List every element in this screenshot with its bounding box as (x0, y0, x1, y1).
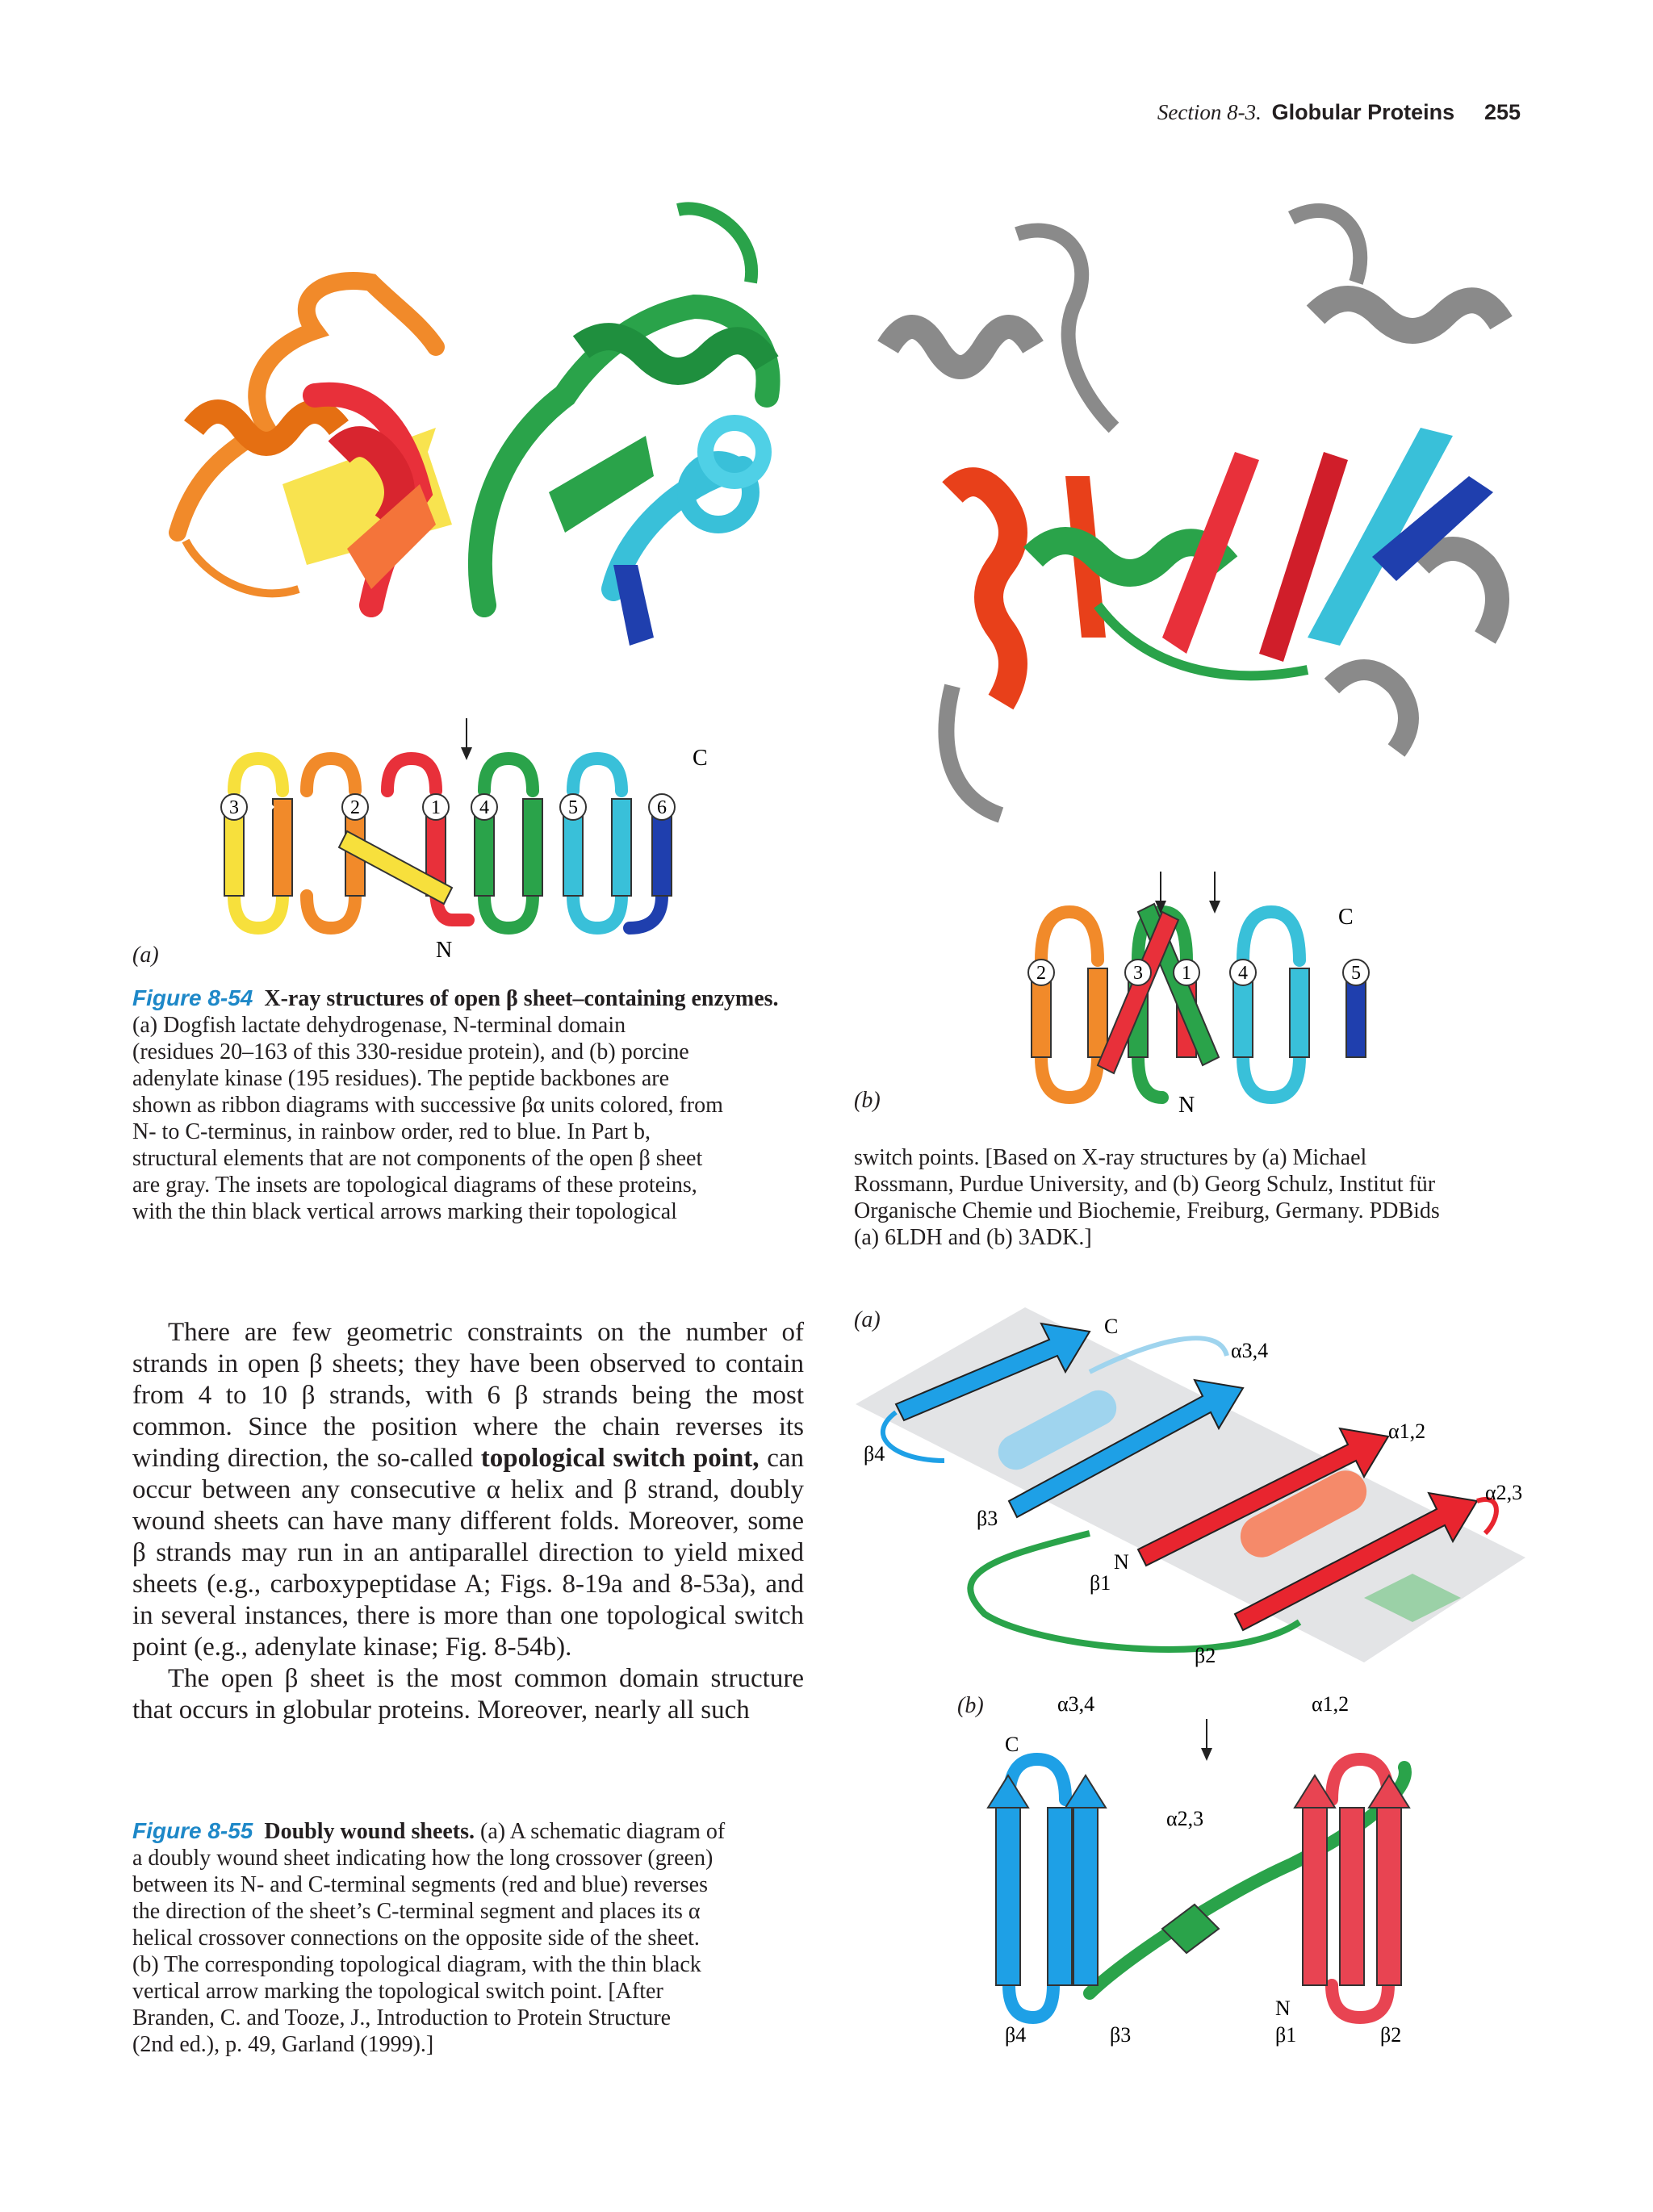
caption-line: between its N- and C-terminal segments (red and blue) reverses (132, 1872, 708, 1897)
strand-label: 5 (1351, 963, 1361, 984)
label-beta2: β2 (1195, 1644, 1216, 1667)
strand-label: 1 (1182, 963, 1191, 984)
caption-line: (a) 6LDH and (b) 3ADK.] (854, 1225, 1092, 1250)
caption-line: switch points. [Based on X-ray structures by (a) Michael (854, 1145, 1367, 1170)
strand-label: 2 (350, 797, 360, 818)
body-text (132, 1317, 804, 1726)
paragraph (132, 1317, 804, 1663)
ribbon-diagram-b (856, 186, 1534, 855)
topology-inset-b (1017, 872, 1388, 1122)
caption-line: N- to C-terminus, in rainbow order, red to blue. In Part b, (132, 1119, 651, 1144)
strand-label: 5 (568, 797, 578, 818)
label-beta4: β4 (1005, 2023, 1027, 2047)
caption-line: Branden, C. and Tooze, J., Introduction to Protein Structure (132, 2005, 672, 2030)
paragraph: The open β sheet is the most common domain structure that occurs in globular proteins. Moreover, nearly all such (132, 1664, 804, 1725)
label-beta1: β1 (1090, 1571, 1111, 1595)
caption-line: (b) The corresponding topological diagram, with the thin black (132, 1952, 701, 1977)
caption-line: helical crossover connections on the opposite side of the sheet. (132, 1926, 700, 1951)
label-alpha12: α1,2 (1312, 1692, 1350, 1716)
strand-label: 3 (1133, 963, 1143, 984)
caption-line: with the thin black vertical arrows marking their topological (132, 1199, 677, 1224)
label-N: N (1114, 1550, 1129, 1574)
label-beta3: β3 (977, 1507, 998, 1530)
running-header (1157, 100, 1521, 125)
ribbon-diagram-a (129, 186, 823, 734)
strand-label: 4 (479, 797, 489, 818)
label-alpha23: α2,3 (1485, 1481, 1523, 1504)
label-alpha23: α2,3 (1166, 1807, 1204, 1830)
caption-line: the direction of the sheet’s C-terminal segment and places its α (132, 1899, 701, 1924)
label-beta2: β2 (1380, 2023, 1402, 2047)
doubly-wound-sheet-topology (952, 1687, 1501, 2050)
fig54-panel-b-label: (b) (854, 1088, 881, 1113)
para1-end: can occur between any consecutive α helix and β strand, doubly wound sheets can have many different folds. Moreover, some β strands may run in an antiparallel direction to yield mixed sheets (e.g., carboxypeptidase A; Figs. 8-19a and 8-53a), and in several instances, there is more than one topological switch point (e.g., adenylate kinase; Fig. 8-54b). (132, 1444, 804, 1662)
label-beta1: β1 (1275, 2023, 1297, 2047)
caption-line: adenylate kinase (195 residues). The peptide backbones are (132, 1066, 669, 1091)
caption-line: vertical arrow marking the topological switch point. [After (132, 1979, 663, 2004)
caption-line: a doubly wound sheet indicating how the long crossover (green) (132, 1846, 714, 1871)
caption-line: Organische Chemie und Biochemie, Freiburg, Germany. PDBids (854, 1198, 1440, 1223)
caption-line: (a) A schematic diagram of (480, 1819, 726, 1844)
fig55-panel-b-label: (b) (957, 1693, 984, 1718)
fig55-title: Doubly wound sheets. (264, 1819, 475, 1844)
label-alpha12: α1,2 (1388, 1420, 1426, 1443)
strand-label: 4 (1238, 963, 1248, 984)
fig55-caption (132, 1817, 804, 2058)
caption-line: are gray. The insets are topological diagrams of these proteins, (132, 1173, 697, 1198)
fig54-caption-cont (854, 1144, 1532, 1251)
label-alpha34: α3,4 (1057, 1692, 1095, 1716)
section-title: Globular Proteins (1271, 100, 1455, 124)
label-beta3: β3 (1110, 2023, 1132, 2047)
label-C: C (1005, 1733, 1019, 1756)
caption-line: (a) Dogfish lactate dehydrogenase, N-terminal domain (132, 1013, 626, 1038)
topology-inset-a (210, 718, 726, 960)
caption-line: shown as ribbon diagrams with successive βα units colored, from (132, 1093, 723, 1118)
n-terminus-label: N (1178, 1093, 1195, 1118)
caption-line: Rossmann, Purdue University, and (b) Georg Schulz, Institut für (854, 1172, 1436, 1197)
fig54-title: X-ray structures of open β sheet–containing enzymes. (264, 986, 779, 1011)
fig54-label: Figure 8-54 (132, 985, 253, 1010)
strand-label: 2 (1036, 963, 1046, 984)
para1-start: There are few geometric constraints on the number of strands in open β sheets; they have been observed to contain from 4 to 10 β strands, with 6 β strands being the most common. Since the position where the chain reverses its winding direction, the so-called (132, 1318, 804, 1473)
label-beta4: β4 (864, 1442, 885, 1466)
page-number: 255 (1484, 100, 1521, 124)
doubly-wound-sheet-schematic (847, 1291, 1534, 1687)
c-terminus-label: C (693, 746, 708, 771)
label-alpha34: α3,4 (1231, 1339, 1269, 1362)
caption-line: structural elements that are not components of the open β sheet (132, 1146, 703, 1171)
fig55-label: Figure 8-55 (132, 1818, 253, 1843)
c-terminus-label: C (1338, 905, 1354, 930)
fig54-panel-a-label: (a) (132, 943, 159, 968)
section-label: Section 8-3. (1157, 100, 1262, 124)
label-N: N (1275, 1997, 1291, 2020)
strand-label: 6 (657, 797, 667, 818)
label-C: C (1104, 1315, 1119, 1338)
strand-label: 1 (431, 797, 441, 818)
n-terminus-label: N (436, 938, 453, 960)
key-term: topological switch point, (480, 1444, 760, 1473)
fig55-panel-a-label: (a) (854, 1307, 881, 1332)
fig54-caption (132, 985, 804, 1225)
strand-label: 3 (229, 797, 239, 818)
caption-line: (residues 20–163 of this 330-residue protein), and (b) porcine (132, 1039, 689, 1064)
caption-line: (2nd ed.), p. 49, Garland (1999).] (132, 2032, 434, 2057)
